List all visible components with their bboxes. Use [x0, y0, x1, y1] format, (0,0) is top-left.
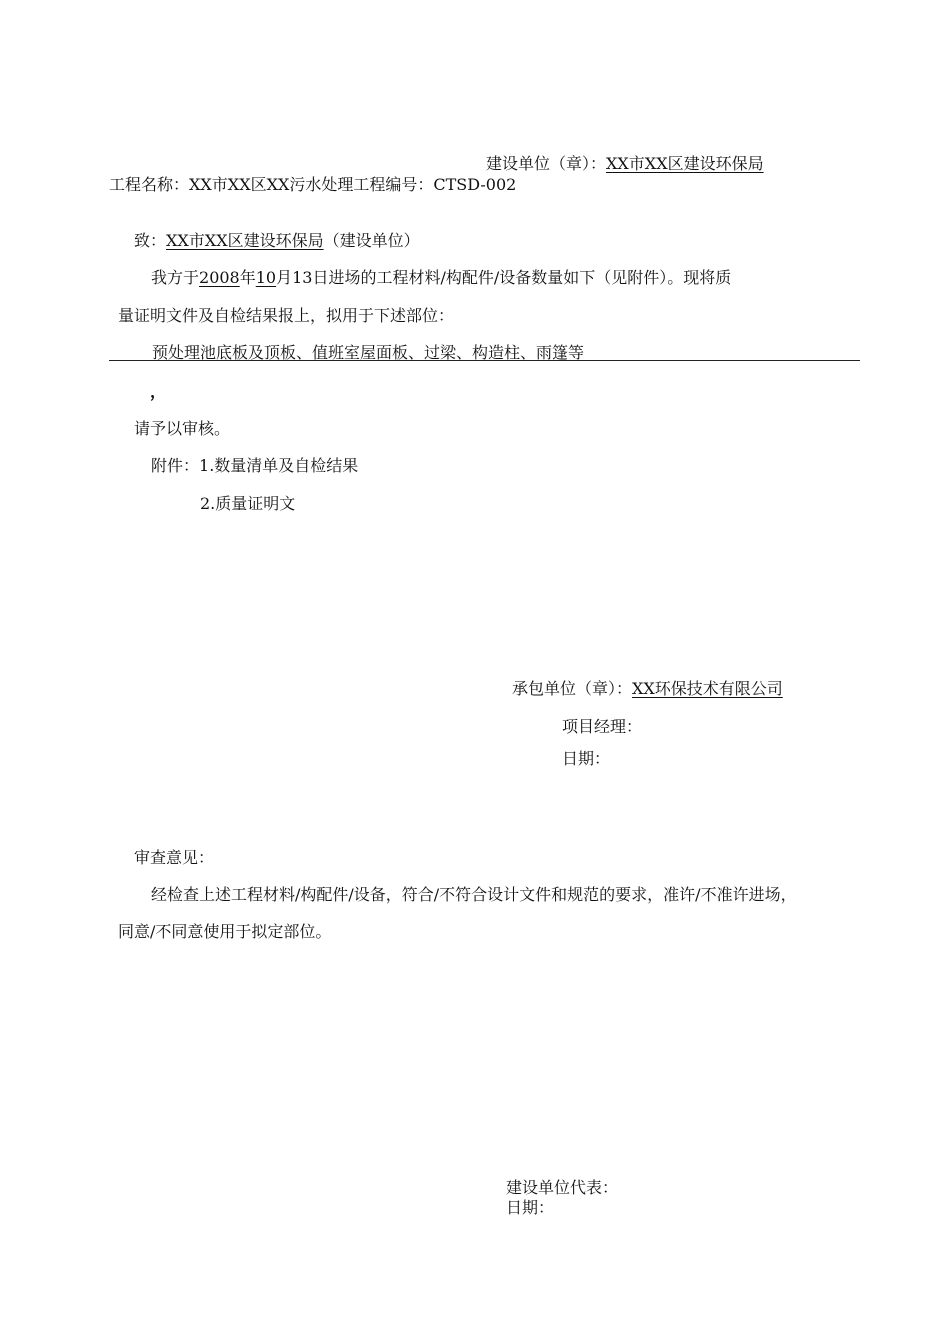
- project-name: XX市XX区XX污水处理工程: [189, 175, 386, 194]
- entry-month: 10: [255, 268, 277, 287]
- addressee-name: XX市XX区建设环保局: [166, 231, 324, 250]
- month-unit: 月: [276, 268, 293, 287]
- project-label: 工程名称：: [109, 175, 190, 194]
- code-value: CTSD-002: [433, 175, 517, 194]
- body-intro: 我方于: [151, 268, 200, 287]
- attachment-item-1: 1.数量清单及自检结果: [199, 456, 359, 475]
- entry-year: 2008: [199, 268, 240, 287]
- review-text-line2: 同意/不同意使用于拟定部位。: [118, 922, 332, 941]
- body-paragraph-line1: [151, 268, 731, 288]
- contractor-name: XX环保技术有限公司: [632, 679, 783, 698]
- owner-stamp-label: 建设单位（章）：: [486, 154, 607, 173]
- body-continuation: 13日进场的工程材料/构配件/设备数量如下（见附件）。现将质: [292, 268, 732, 287]
- attachments-line1: [151, 456, 358, 476]
- addressee-line: [134, 231, 420, 251]
- usage-location: 预处理池底板及顶板、值班室屋面板、过梁、构造柱、雨篷等: [152, 343, 585, 362]
- owner-name: XX市XX区建设环保局: [606, 154, 764, 173]
- review-text-line1: 经检查上述工程材料/构配件/设备，符合/不符合设计文件和规范的要求，准许/不准许进场，: [151, 885, 797, 904]
- addressee-suffix: （建设单位）: [323, 231, 420, 250]
- attachment-item-2: 2.质量证明文: [200, 494, 296, 513]
- attachments-label: 附件：: [151, 456, 200, 475]
- project-manager-label: 项目经理：: [562, 717, 643, 736]
- review-title: 审查意见：: [134, 848, 215, 867]
- body-paragraph-line2: 量证明文件及自检结果报上，拟用于下述部位：: [118, 306, 455, 325]
- project-line: [109, 175, 516, 195]
- location-underline: [109, 360, 860, 361]
- contractor-stamp-line: [512, 679, 783, 699]
- year-unit: 年: [239, 268, 256, 287]
- code-label: 编号：: [385, 175, 434, 194]
- owner-representative-label: 建设单位代表：: [506, 1178, 619, 1197]
- owner-date-label: 日期：: [506, 1198, 555, 1217]
- contractor-date-label: 日期：: [562, 749, 611, 768]
- contractor-stamp-label: 承包单位（章）：: [512, 679, 633, 698]
- location-comma: ，: [150, 382, 167, 401]
- review-request: 请予以审核。: [134, 419, 231, 438]
- owner-stamp-line: [486, 154, 764, 174]
- addressee-prefix: 致：: [134, 231, 167, 250]
